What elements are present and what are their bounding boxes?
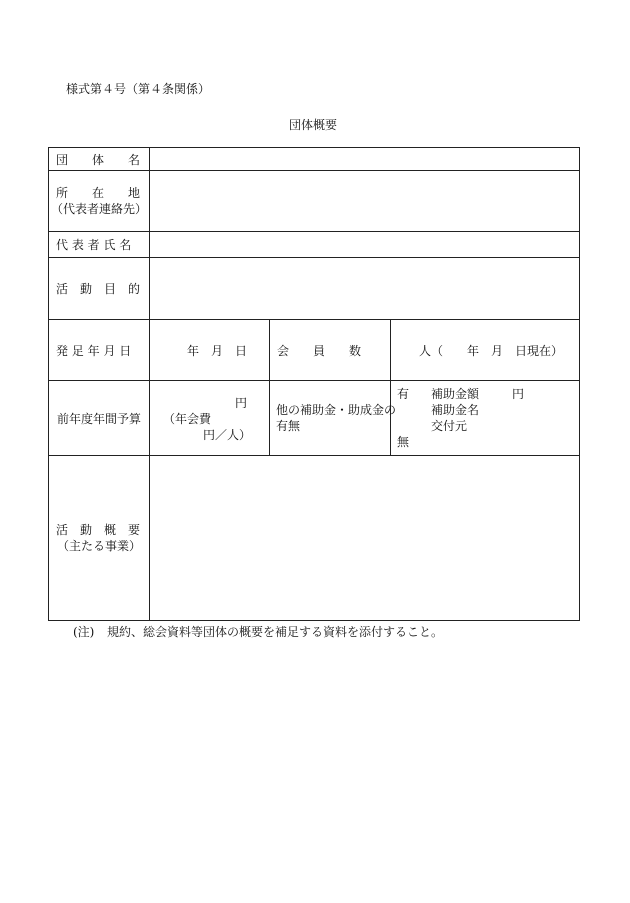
other-subsidy-label: 他の補助金・助成金の	[276, 403, 397, 417]
label-cell-founded	[49, 320, 150, 381]
founded-label: 発 足 年 月 日	[56, 343, 132, 358]
location-label: 所 在 地	[56, 186, 141, 200]
label-cell-other-subsidy	[270, 381, 397, 456]
group-overview-table	[48, 147, 580, 621]
member-count-units: 人（ 年 月 日現在）	[419, 343, 564, 358]
representative-field[interactable]	[150, 232, 580, 258]
representative-label: 代 表 者 氏 名	[56, 238, 132, 252]
label-cell-representative	[49, 232, 150, 258]
activity-overview-label: 活 動 概 要	[56, 523, 141, 537]
activity-overview-sub-label: （主たる事業）	[56, 539, 141, 553]
row-representative	[49, 232, 580, 258]
label-cell-prev-budget	[49, 381, 150, 456]
subsidy-detail-field[interactable]	[391, 381, 580, 456]
purpose-label: 活 動 目 的	[56, 282, 141, 296]
member-count-label: 会 員 数	[277, 343, 362, 358]
document-title: 団体概要	[289, 118, 338, 132]
row-budget	[49, 381, 580, 456]
subsidy-no-option[interactable]: 無	[397, 435, 410, 449]
label-cell-member-count	[270, 320, 391, 381]
budget-yen-unit: 円	[234, 396, 247, 410]
row-activity-overview	[49, 456, 580, 621]
label-cell-activity-overview	[49, 456, 150, 621]
prev-budget-field[interactable]	[150, 381, 270, 456]
row-group-name	[49, 148, 580, 171]
group-name-field[interactable]	[150, 148, 580, 171]
purpose-field[interactable]	[150, 258, 580, 320]
location-sub-label: （代表者連絡先）	[50, 202, 147, 216]
label-cell-location	[49, 171, 150, 232]
row-founded-members	[49, 320, 580, 381]
founded-date-units: 年 月 日	[186, 343, 247, 358]
footnote-text: 規約、総会資料等団体の概要を補足する資料を添付すること。	[107, 625, 444, 639]
form-number: 様式第４号（第４条関係）	[66, 82, 211, 96]
founded-date-field[interactable]	[150, 320, 270, 381]
footnote	[73, 623, 443, 640]
prev-budget-label: 前年度年間予算	[56, 411, 141, 426]
activity-overview-field[interactable]	[150, 456, 580, 621]
location-field[interactable]	[150, 171, 580, 232]
group-name-label: 団 体 名	[56, 152, 141, 167]
subsidy-name-label: 補助金名	[431, 403, 480, 417]
per-person-unit: 円／人）	[202, 428, 251, 442]
label-cell-group-name	[49, 148, 150, 171]
subsidy-amount-label: 補助金額	[431, 387, 480, 401]
member-count-field[interactable]	[391, 320, 580, 381]
footnote-mark: (注)	[73, 625, 95, 639]
subsidy-yen-unit: 円	[512, 387, 525, 401]
row-location	[49, 171, 580, 232]
other-subsidy-label-line2: 有無	[276, 419, 301, 433]
label-cell-purpose	[49, 258, 150, 320]
grantor-label: 交付元	[431, 419, 468, 433]
annual-fee-label: （年会費	[163, 412, 212, 426]
subsidy-yes-option[interactable]: 有	[397, 387, 410, 401]
row-purpose	[49, 258, 580, 320]
